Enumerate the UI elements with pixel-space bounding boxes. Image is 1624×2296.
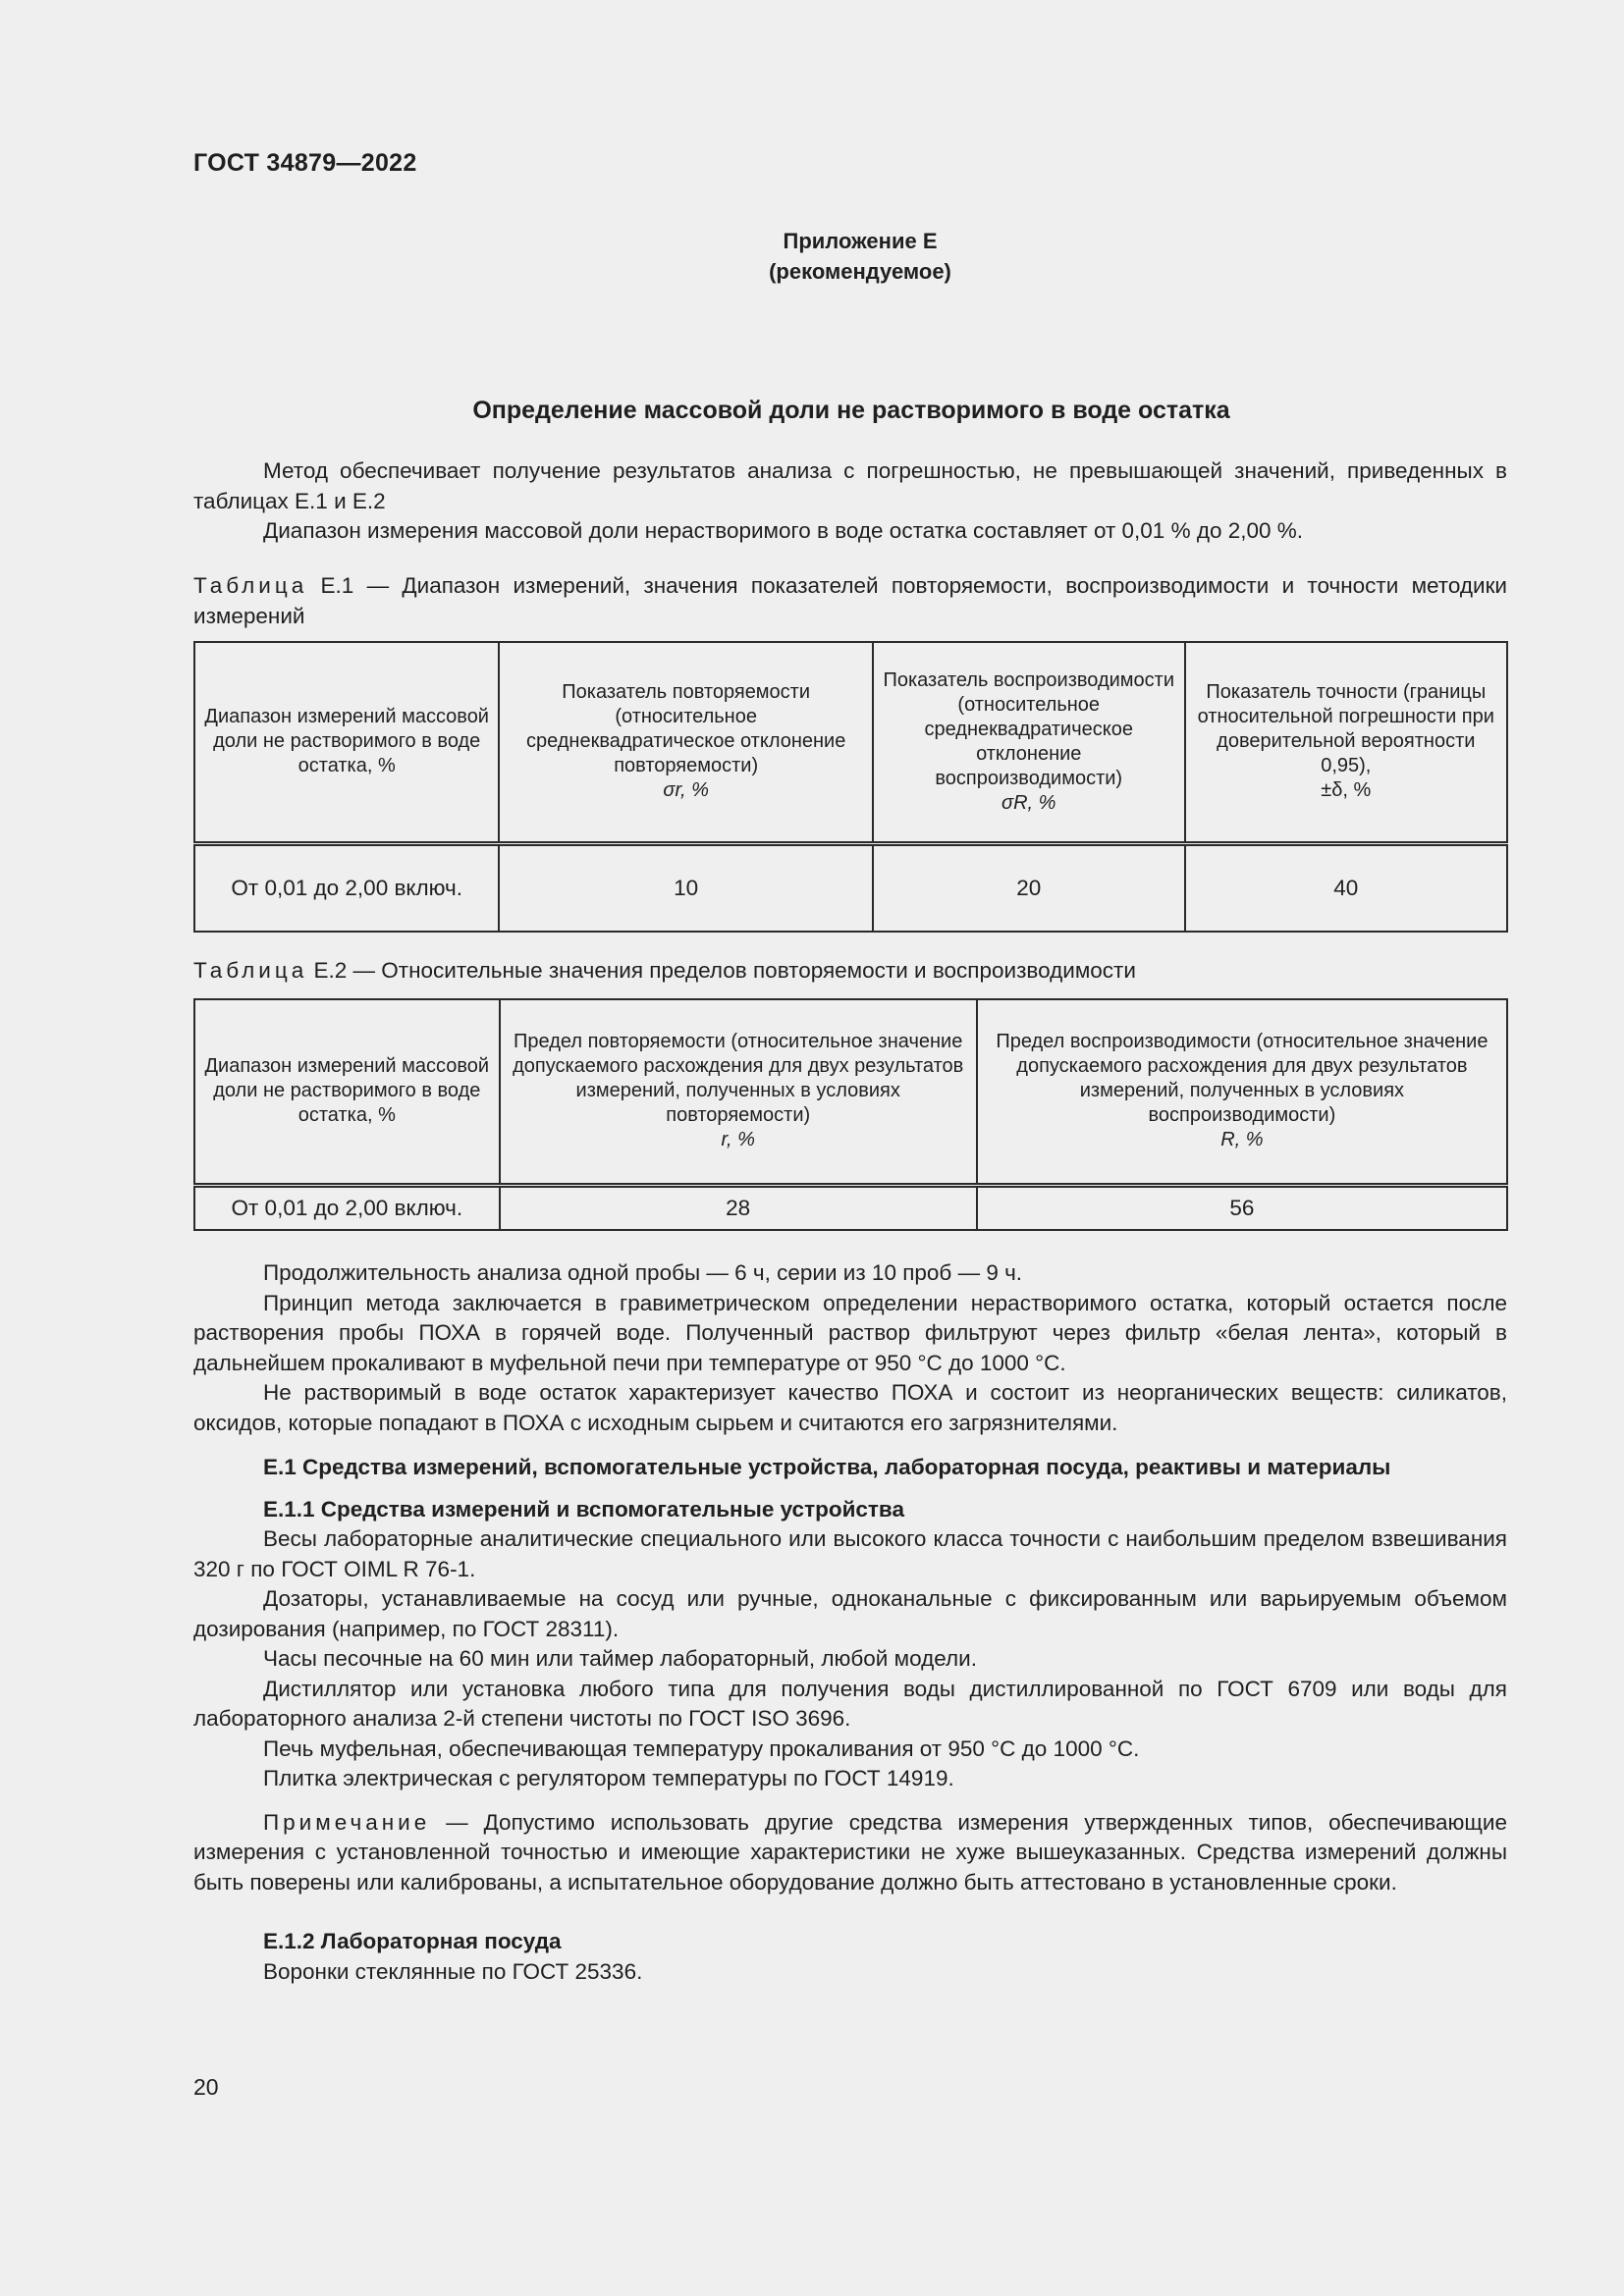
- table-cell: От 0,01 до 2,00 включ.: [194, 1185, 500, 1230]
- equipment-item: Дозаторы, устанавливаемые на сосуд или ручные, одноканальные с фиксированным или варьируемым объемом дозирования (например, по ГОСТ 28311).: [193, 1586, 1507, 1641]
- method-text: [193, 1258, 1507, 1438]
- table-cell: 40: [1185, 843, 1507, 932]
- table-cell: 28: [500, 1185, 977, 1230]
- appendix-header: [0, 226, 1624, 287]
- note-paragraph: [193, 1808, 1507, 1898]
- equipment-item: Плитка электрическая с регулятором температуры по ГОСТ 14919.: [263, 1766, 954, 1790]
- glassware-item: Воронки стеклянные по ГОСТ 25336.: [263, 1958, 643, 1984]
- table-cell: 20: [873, 843, 1185, 932]
- method-paragraph: Не растворимый в воде остаток характеризует качество ПОХА и состоит из неорганических веществ: силикатов, оксидов, которые попадают в ПОХА с исходным сырьем и считаются его загрязнителями.: [193, 1380, 1507, 1435]
- note-label: Примечание: [263, 1809, 431, 1835]
- intro-text: [193, 456, 1507, 547]
- equipment-item: Весы лабораторные аналитические специального или высокого класса точности с наибольшим пределом взвешивания 320 г по ГОСТ OIML R 76-1.: [193, 1526, 1507, 1581]
- method-paragraph: Продолжительность анализа одной пробы — 6 ч, серии из 10 проб — 9 ч.: [263, 1260, 1023, 1285]
- document-code: ГОСТ 34879—2022: [193, 149, 417, 177]
- appendix-title: Приложение Е: [783, 229, 938, 253]
- table-header-cell: Диапазон измерений массовой доли не растворимого в воде остатка, %: [194, 999, 500, 1185]
- symbol-sigma-r: σr, %: [663, 779, 709, 802]
- table-header-cell: Показатель повторяемости (относительное среднеквадратическое отклонение повторяемости) σr, %: [499, 642, 872, 843]
- subsection-heading-e1-1: Е.1.1 Средства измерений и вспомогательные устройства: [263, 1496, 904, 1522]
- subsection-heading-e1-2: Е.1.2 Лабораторная посуда: [263, 1929, 562, 1953]
- table-header-cell: Диапазон измерений массовой доли не растворимого в воде остатка, %: [194, 642, 499, 843]
- table-e1: [193, 641, 1508, 933]
- table-header-cell: Предел повторяемости (относительное значение допускаемого расхождения для двух результатов измерений, полученных в условиях повторяемости) r, %: [500, 999, 977, 1185]
- table-e2: [193, 998, 1508, 1231]
- method-paragraph: Принцип метода заключается в гравиметрическом определении нерастворимого остатка, который остается после растворения пробы ПОХА в горячей воде. Полученный раствор фильтруют через фильтр «белая лента», который в дальнейшем прокаливают в муфельной печи при температуре от 950 °С до 1000 °С.: [193, 1290, 1507, 1375]
- appendix-status: (рекомендуемое): [769, 259, 951, 284]
- symbol-delta: ±δ, %: [1321, 779, 1372, 802]
- intro-paragraph: Диапазон измерения массовой доли нерастворимого в воде остатка составляет от 0,01 % до 2,00 %.: [263, 518, 1304, 543]
- note-text: — Допустимо использовать другие средства измерения утвержденных типов, обеспечивающие измерения с установленной точностью и имеющие характеристики не хуже вышеуказанных. Средства измерений должны быть поверены или калиброваны, а испытательное оборудование должно быть аттестовано в установленные сроки.: [193, 1809, 1507, 1895]
- symbol-r: r, %: [721, 1129, 755, 1151]
- table-row: [194, 843, 1507, 932]
- table-header-cell: Предел воспроизводимости (относительное значение допускаемого расхождения для двух результатов измерений, полученных в условиях воспроизводимости) R, %: [977, 999, 1507, 1185]
- page-number: 20: [193, 2074, 219, 2100]
- section-title: Определение массовой доли не растворимого в воде остатка: [472, 397, 1230, 424]
- table-caption-text: Е.1 — Диапазон измерений, значения показателей повторяемости, воспроизводимости и точности методики измерений: [193, 573, 1507, 628]
- section-e1: [193, 1453, 1507, 1987]
- table-caption-text: Е.2 — Относительные значения пределов повторяемости и воспроизводимости: [307, 958, 1136, 983]
- intro-paragraph: Метод обеспечивает получение результатов анализа с погрешностью, не превышающей значений, приведенных в таблицах Е.1 и Е.2: [193, 458, 1507, 513]
- table-caption-prefix: Таблица: [193, 573, 308, 598]
- equipment-item: Часы песочные на 60 мин или таймер лабораторный, любой модели.: [263, 1646, 977, 1671]
- table-header-cell: Показатель точности (границы относительной погрешности при доверительной вероятности 0,95), ±δ, %: [1185, 642, 1507, 843]
- table-cell: 10: [499, 843, 872, 932]
- table-header-cell: Показатель воспроизводимости (относительное среднеквадратическое отклонение воспроизводимости) σR, %: [873, 642, 1185, 843]
- symbol-sigma-R: σR, %: [1001, 791, 1056, 814]
- section-heading-e1: Е.1 Средства измерений, вспомогательные устройства, лабораторная посуда, реактивы и материалы: [263, 1455, 1391, 1479]
- table1-caption: [193, 571, 1507, 631]
- table2-caption: [193, 956, 1507, 987]
- table-row: [194, 1185, 1507, 1230]
- table-cell: От 0,01 до 2,00 включ.: [194, 843, 499, 932]
- table-caption-prefix: Таблица: [193, 958, 308, 983]
- table-cell: 56: [977, 1185, 1507, 1230]
- equipment-item: Печь муфельная, обеспечивающая температуру прокаливания от 950 °С до 1000 °С.: [263, 1735, 1140, 1761]
- symbol-R: R, %: [1220, 1129, 1264, 1151]
- equipment-item: Дистиллятор или установка любого типа для получения воды дистиллированной по ГОСТ 6709 или воды для лабораторного анализа 2-й степени чистоты по ГОСТ ISO 3696.: [193, 1676, 1507, 1731]
